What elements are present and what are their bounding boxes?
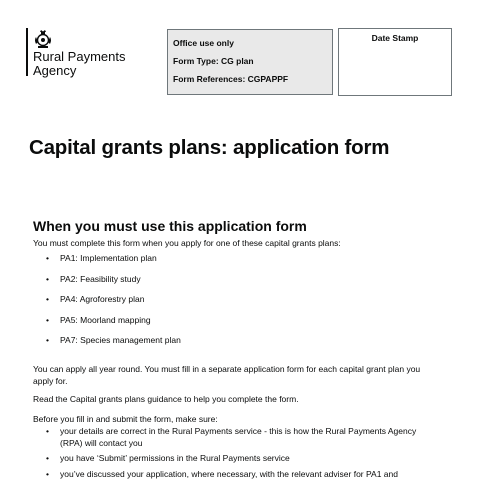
check-permissions: you have ‘Submit’ permissions in the Rural Payments service: [60, 453, 290, 463]
form-type: Form Type: CG plan: [173, 56, 254, 66]
checks-list: [33, 426, 416, 480]
bullet: •: [46, 426, 49, 436]
list-item: [33, 315, 181, 336]
date-stamp-box: [338, 28, 452, 96]
agency-name-line1: Rural Payments: [33, 49, 126, 64]
bullet: •: [46, 294, 49, 304]
plan-pa7: PA7: Species management plan: [60, 335, 181, 345]
check-details-line1: your details are correct in the Rural Payments service - this is how the Rural Payments Agency: [60, 426, 417, 436]
list-item: [33, 253, 181, 274]
list-item: [33, 426, 416, 449]
bullet: •: [46, 335, 49, 345]
bullet: •: [46, 273, 49, 284]
page-title: Capital grants plans: application form: [29, 136, 390, 159]
bullet: •: [46, 468, 49, 479]
section-heading: When you must use this application form: [33, 218, 307, 234]
agency-name-line2: Agency: [33, 63, 77, 78]
form-references: Form References: CGPAPPF: [173, 74, 289, 84]
list-item: [33, 294, 181, 315]
office-use-label: Office use only: [173, 38, 234, 48]
check-details-line2: (RPA) will contact you: [60, 437, 143, 448]
plan-pa4: PA4: Agroforestry plan: [60, 294, 145, 304]
check-adviser: you’ve discussed your application, where necessary, with the relevant adviser for PA1 and: [60, 468, 398, 479]
list-item: [33, 469, 416, 480]
plan-pa5: PA5: Moorland mapping: [60, 314, 151, 325]
date-stamp-label: Date Stamp: [371, 33, 419, 43]
bullet: •: [46, 453, 49, 463]
guidance-text: Read the Capital grants plans guidance to help you complete the form.: [33, 394, 299, 404]
list-item: [33, 453, 416, 465]
bullet: •: [46, 314, 49, 325]
apply-text: [33, 364, 420, 387]
bullet: •: [46, 253, 49, 263]
before-text: Before you fill in and submit the form, make sure:: [33, 414, 218, 424]
plan-pa2: PA2: Feasibility study: [60, 273, 141, 284]
royal-crest-icon: [33, 29, 53, 49]
agency-name: [33, 50, 125, 78]
logo-divider: [26, 28, 28, 76]
list-item: [33, 335, 181, 356]
intro-text: You must complete this form when you apply for one of these capital grants plans:: [33, 238, 341, 248]
apply-text-line2: apply for.: [33, 375, 68, 386]
office-use-box: [167, 29, 333, 95]
apply-text-line1: You can apply all year round. You must fill in a separate application form for each capital grant plan you: [33, 364, 421, 374]
plan-pa1: PA1: Implementation plan: [60, 253, 157, 263]
plans-list: [33, 253, 181, 356]
list-item: [33, 274, 181, 295]
